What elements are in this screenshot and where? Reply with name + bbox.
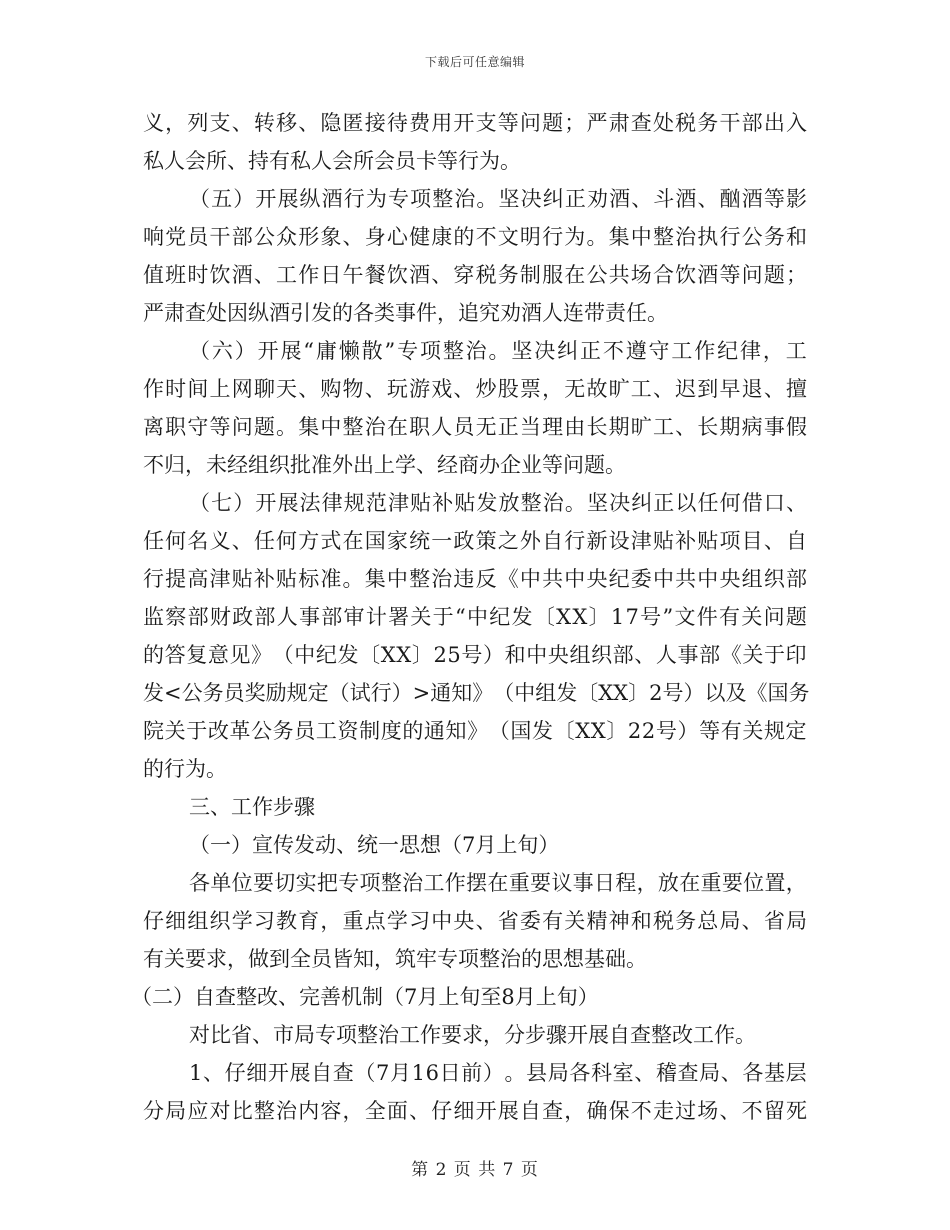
paragraph-line: 离 职 守 等 问 题 。 集 中 整 治 在 职 人 员 无 正 当 理 由 长 期 旷 工 、 长 期 病 事 假 xyxy=(143,415,807,439)
paragraph-line: 三、工作步骤 xyxy=(189,795,315,819)
paragraph-line: 各 单 位 要 切 实 把 专 项 整 治 工 作 摆 在 重 要 议 事 日 程 ， 放 在 重 要 位 置 ， xyxy=(189,871,807,895)
header-note: 下载后可任意编辑 xyxy=(424,55,525,69)
paragraph-line: 分 局 应 对 比 整 治 内 容 ， 全 面 、 仔 细 开 展 自 查 ， 确 保 不 走 过 场 、 不 留 死 xyxy=(143,1099,807,1123)
paragraph-line: 私人会所、持有私人会所会员卡等行为。 xyxy=(143,149,521,173)
paragraph-line: （ 六 ） 开 展 “ 庸 懒 散 ” 专 项 整 治 。 坚 决 纠 正 不 遵 守 工 作 纪 律 ， 工 xyxy=(189,339,807,363)
paragraph-line: 不归，未经组织批准外出上学、经商办企业等问题。 xyxy=(143,453,626,477)
paragraph-line: 行 提 高 津 贴 补 贴 标 准 。 集 中 整 治 违 反 《 中 共 中 央 纪 委 中 共 中 央 组 织 部 xyxy=(143,567,807,591)
paragraph-line: （ 七 ） 开 展 法 律 规 范 津 贴 补 贴 发 放 整 治 。 坚 决 纠 正 以 任 何 借 口 、 xyxy=(189,491,807,515)
paragraph-line: （二）自查整改、完善机制（7月上旬至8月上旬） xyxy=(131,985,599,1009)
paragraph-line: 有关要求，做到全员皆知，筑牢专项整治的思想基础。 xyxy=(143,947,647,971)
paragraph-line: 院 关 于 改 革 公 务 员 工 资 制 度 的 通 知 》 （ 国 发 〔 X X 〕 2 2 号 ） 等 有 关 规 定 xyxy=(143,719,807,743)
paragraph-line: 值 班 时 饮 酒 、 工 作 日 午 餐 饮 酒 、 穿 税 务 制 服 在 公 共 场 合 饮 酒 等 问 题 ； xyxy=(143,263,807,287)
paragraph-line: （ 五 ） 开 展 纵 酒 行 为 专 项 整 治 。 坚 决 纠 正 劝 酒 、 斗 酒 、 酗 酒 等 影 xyxy=(189,187,807,211)
paragraph-line: 发 < 公 务 员 奖 励 规 定 （ 试 行 ） > 通 知 》 （ 中 组 发 〔 X X 〕 2 号 ） 以 及 《 国 务 xyxy=(143,681,810,705)
paragraph-line: 对比省、市局专项整治工作要求，分步骤开展自查整改工作。 xyxy=(189,1023,756,1047)
paragraph-line: 义 ， 列 支 、 转 移 、 隐 匿 接 待 费 用 开 支 等 问 题 ； 严 肃 查 处 税 务 干 部 出 入 xyxy=(143,111,807,135)
paragraph-line: 1 、 仔 细 开 展 自 查 （ 7 月 1 6 日 前 ） 。 县 局 各 科 室 、 稽 查 局 、 各 基 层 xyxy=(189,1061,807,1085)
paragraph-line: 任 何 名 义 、 任 何 方 式 在 国 家 统 一 政 策 之 外 自 行 新 设 津 贴 补 贴 项 目 、 自 xyxy=(143,529,807,553)
paragraph-line: （一）宣传发动、统一思想（7月上旬） xyxy=(189,833,560,857)
paragraph-line: 的 答 复 意 见 》 （ 中 纪 发 〔 X X 〕 2 5 号 ） 和 中 央 组 织 部 、 人 事 部 《 关 于 印 xyxy=(143,643,807,667)
paragraph-line: 监 察 部 财 政 部 人 事 部 审 计 署 关 于 “ 中 纪 发 〔 X X 〕 1 7 号 ” 文 件 有 关 问 题 xyxy=(143,605,807,629)
document-body xyxy=(131,104,810,1130)
paragraph-line: 的行为。 xyxy=(143,757,227,781)
paragraph-line: 响 党 员 干 部 公 众 形 象 、 身 心 健 康 的 不 文 明 行 为 。 集 中 整 治 执 行 公 务 和 xyxy=(143,225,807,249)
paragraph-line: 严肃查处因纵酒引发的各类事件，追究劝酒人连带责任。 xyxy=(143,301,668,325)
paragraph-line: 仔 细 组 织 学 习 教 育 ， 重 点 学 习 中 央 、 省 委 有 关 精 神 和 税 务 总 局 、 省 局 xyxy=(143,909,807,933)
page-footer: 第 2 页 共 7 页 xyxy=(411,1160,539,1180)
paragraph-line: 作 时 间 上 网 聊 天 、 购 物 、 玩 游 戏 、 炒 股 票 ， 无 故 旷 工 、 迟 到 早 退 、 擅 xyxy=(143,377,807,401)
